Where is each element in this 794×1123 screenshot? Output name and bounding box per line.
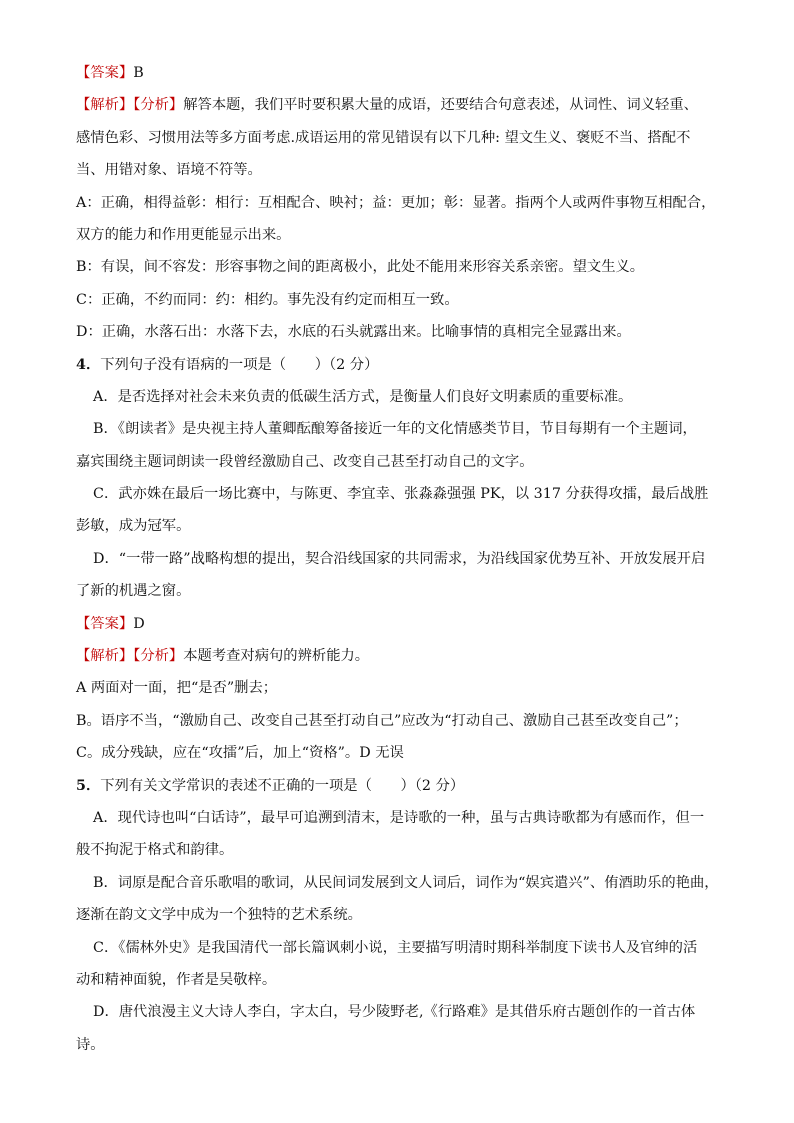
q3-b-explanation: B：有误，间不容发：形容事物之间的距离极小，此处不能用来形容关系亲密。望文生义。 (76, 259, 645, 276)
document-page (76, 62, 736, 1066)
q3-c-explanation: C：正确，不约而同：约：相约。事先没有约定而相互一致。 (76, 291, 459, 308)
q4-answer (76, 613, 736, 635)
q5-option-c-cont: 动和精神面貌，作者是吴敬梓。 (76, 971, 277, 988)
analysis-tag: 【解析】【分析】 (76, 648, 184, 665)
q4-c-explanation: C。成分残缺，应在“攻擂”后，加上“资格”。D 无误 (76, 745, 404, 762)
q3-analysis (76, 94, 736, 116)
q3-analysis-cont: 当、用错对象、语境不符等。 (76, 162, 262, 179)
q3-d-explanation: D：正确，水落石出：水落下去，水底的石头就露出来。比喻事情的真相完全显露出来。 (76, 324, 631, 341)
answer-value: D (133, 615, 145, 632)
question-stem: 下列句子没有语病的一项是（ ）（2 分） (100, 356, 379, 373)
answer-tag: 【答案】 (76, 615, 134, 632)
q4-option-d-cont: 了新的机遇之窗。 (76, 583, 191, 600)
q4-a-explanation: A 两面对一面，把“是否”删去； (76, 680, 278, 697)
q5-option-d-cont: 诗。 (76, 1036, 105, 1053)
answer-tag: 【答案】 (76, 65, 134, 81)
q5-option-a: A．现代诗也叫“白话诗”，最早可追溯到清末，是诗歌的一种，虽与古典诗歌都为有感而作，但一 (93, 809, 705, 826)
analysis-text: 解答本题，我们平时要积累大量的成语，还要结合句意表述，从词性、词义轻重、 (183, 97, 698, 114)
q5-option-d: D．唐代浪漫主义大诗人李白，字太白，号少陵野老,《行路难》是其借乐府古题创作的一首古体 (93, 1004, 696, 1021)
question-number: 5． (76, 777, 101, 794)
question-number: 4． (76, 356, 101, 373)
q4-option-c-cont: 彭敏，成为冠军。 (76, 518, 191, 535)
q4-b-explanation: B。语序不当，“激励自己、改变自己甚至打动自己”应改为“打动自己、激励自己甚至改变自己”； (76, 712, 688, 729)
answer-value: B (133, 65, 144, 81)
question-4 (76, 354, 736, 376)
q4-option-d: D．“一带一路”战略构想的提出，契合沿线国家的共同需求，为沿线国家优势互补、开放发展开启 (93, 550, 706, 567)
question-stem: 下列有关文学常识的表述不正确的一项是（ ）（2 分） (100, 777, 465, 794)
q5-option-c: C．《儒林外史》是我国清代一部长篇讽刺小说，主要描写明清时期科举制度下读书人及官绅的活 (93, 939, 698, 956)
q3-answer (76, 62, 736, 84)
q5-option-b: B．词原是配合音乐歌唱的歌词，从民间词发展到文人词后，词作为“娱宾遣兴”、侑酒助乐的艳曲， (93, 874, 719, 891)
analysis-text: 本题考查对病句的辨析能力。 (183, 648, 370, 665)
q5-option-a-cont: 般不拘泥于格式和韵律。 (76, 842, 234, 859)
q4-option-a: A．是否选择对社会未来负责的低碳生活方式，是衡量人们良好文明素质的重要标准。 (93, 388, 633, 405)
analysis-tag: 【解析】【分析】 (76, 97, 184, 114)
q3-a-explanation-cont: 双方的能力和作用更能显示出来。 (76, 226, 291, 243)
q4-option-c: C．武亦姝在最后一场比赛中，与陈更、李宜幸、张淼淼强强 PK，以 317 分获得攻擂，最后战胜 (93, 486, 709, 503)
q3-analysis-cont: 感情色彩、习惯用法等多方面考虑.成语运用的常见错误有以下几种: 望文生义、褒贬不当、搭配不 (76, 129, 691, 146)
question-5 (76, 775, 736, 797)
q4-option-b-cont: 嘉宾围绕主题词朗读一段曾经激励自己、改变自己甚至打动自己的文字。 (76, 453, 534, 470)
q3-a-explanation: A：正确，相得益彰：相行：互相配合、映衬；益：更加；彰：显著。指两个人或两件事物互相配合， (76, 194, 716, 211)
q4-option-b: B．《朗读者》是央视主持人董卿酝酿筹备接近一年的文化情感类节目，节目每期有一个主题词， (93, 421, 697, 438)
q4-analysis (76, 645, 736, 667)
q5-option-b-cont: 逐渐在韵文文学中成为一个独特的艺术系统。 (76, 907, 362, 924)
